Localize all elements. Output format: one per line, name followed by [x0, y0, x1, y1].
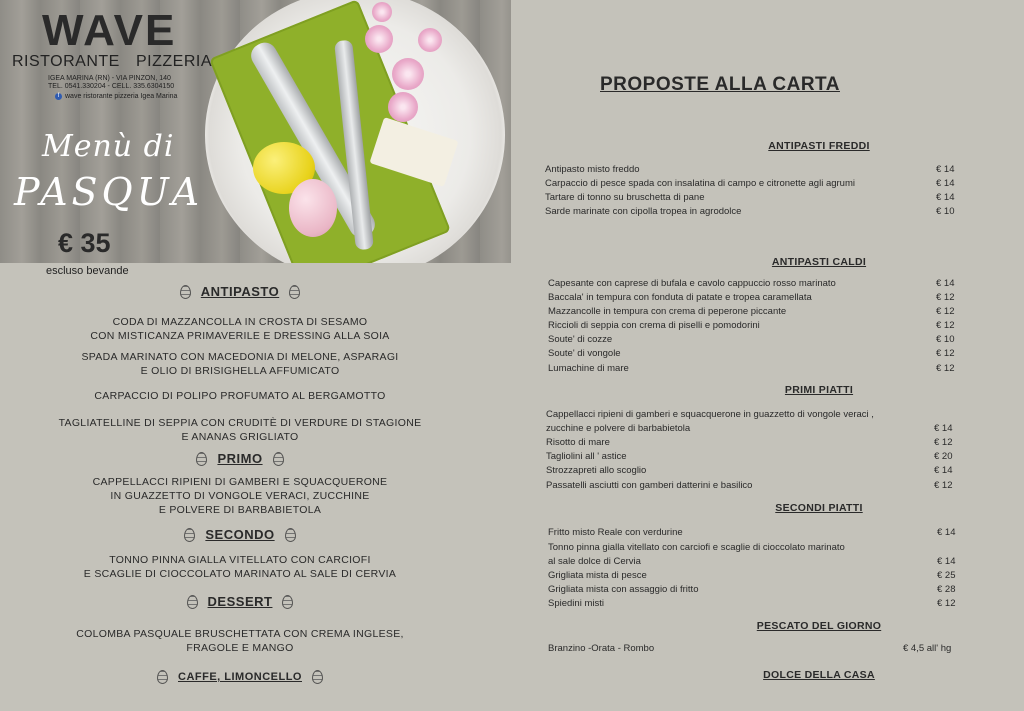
dish-line: E OLIO DI BRISIGHELLA AFFUMICATO — [140, 365, 340, 377]
dish-line: SPADA MARINATO CON MACEDONIA DI MELONE, ASPARAGI — [81, 351, 399, 363]
carte-item-price: € 14 — [937, 527, 956, 538]
easter-egg-icon — [285, 528, 296, 542]
phone-text: TEL. 0541.330204 - CELL. 335.6304150 — [48, 83, 175, 90]
carte-item-price: € 12 — [936, 363, 955, 374]
carte-item-name: Grigliata mista di pesce — [548, 570, 647, 581]
dish-item — [0, 350, 480, 378]
dish-line: TONNO PINNA GIALLA VITELLATO CON CARCIOFI — [109, 554, 371, 566]
course-heading-dessert — [0, 594, 480, 609]
carte-item-name: Grigliata mista con assaggio di fritto — [548, 584, 699, 595]
carte-title: PROPOSTE ALLA CARTA — [600, 74, 840, 95]
brand-subtitle-left: RISTORANTE — [12, 53, 120, 70]
carte-item-name: Soute' di cozze — [548, 334, 613, 345]
easter-egg-icon — [282, 595, 293, 609]
carte-item-price: € 14 — [936, 278, 955, 289]
carte-item-price: € 14 — [936, 178, 955, 189]
easter-egg-icon — [184, 528, 195, 542]
carte-section-title: ANTIPASTI FREDDI — [768, 140, 870, 152]
carte-item-price: € 4,5 all' hg — [903, 643, 952, 654]
carte-item-price: € 14 — [936, 164, 955, 175]
carte-item-name: Tonno pinna gialla vitellato con carciofi e scaglie di cioccolato marinato — [548, 542, 845, 553]
carte-section-title: ANTIPASTI CALDI — [771, 256, 867, 268]
address-text: IGEA MARINA (RN) - VIA PINZON, 140 — [48, 75, 171, 82]
easter-egg-icon — [196, 452, 207, 466]
carte-item-name: Capesante con caprese di bufala e cavolo cappuccio rosso marinato — [548, 278, 836, 289]
carte-item-name: zucchine e polvere di barbabietola — [546, 423, 691, 434]
price-note: escluso bevande — [46, 265, 129, 277]
brand-subtitle — [12, 53, 212, 71]
dish-line: FRAGOLE E MANGO — [186, 642, 294, 654]
menu-script-line1: Menù di — [42, 129, 175, 164]
dish-item — [0, 389, 480, 403]
carte-item-price: € 14 — [934, 465, 953, 476]
facebook-icon: f — [55, 93, 62, 100]
menu-price: € 35 — [58, 228, 111, 258]
blossom-icon — [388, 92, 418, 122]
carte-item-name: Tartare di tonno su bruschetta di pane — [545, 192, 705, 203]
easter-egg-icon — [187, 595, 198, 609]
menu-script-line2: PASQUA — [14, 170, 204, 214]
course-title: DESSERT — [207, 594, 273, 609]
course-heading-antipasto — [0, 284, 480, 299]
dish-line: TAGLIATELLINE DI SEPPIA CON CRUDITÈ DI VERDURE DI STAGIONE — [58, 417, 422, 429]
carte-item-price: € 14 — [937, 556, 956, 567]
course-title: PRIMO — [217, 451, 263, 466]
dish-line: E ANANAS GRIGLIATO — [181, 431, 299, 443]
course-heading-primo — [0, 451, 480, 466]
easter-egg-icon — [312, 670, 323, 684]
course-heading-secondo — [0, 527, 480, 542]
carte-item-price: € 12 — [937, 598, 956, 609]
carte-item-price: € 10 — [936, 206, 955, 217]
blossom-icon — [392, 58, 424, 90]
course-title: CAFFE, LIMONCELLO — [178, 671, 302, 683]
carte-item-name: Branzino -Orata - Rombo — [548, 643, 655, 654]
carte-item-name: Soute' di vongole — [548, 348, 621, 359]
carte-item-price: € 12 — [936, 348, 955, 359]
dish-line: IN GUAZZETTO DI VONGOLE VERACI, ZUCCHINE — [110, 490, 370, 502]
dish-item — [0, 553, 480, 581]
carte-item-price: € 12 — [936, 320, 955, 331]
carte-item-price: € 14 — [934, 423, 953, 434]
course-title: SECONDO — [205, 527, 275, 542]
facebook-line — [55, 93, 177, 100]
carte-item-name: Antipasto misto freddo — [545, 164, 640, 175]
dish-line: CON MISTICANZA PRIMAVERILE E DRESSING ALLA SOIA — [90, 330, 390, 342]
carte-section-title: PESCATO DEL GIORNO — [756, 620, 882, 632]
carte-item-name: Risotto di mare — [546, 437, 610, 448]
carte-item-price: € 12 — [936, 292, 955, 303]
dish-line: E POLVERE DI BARBABIETOLA — [158, 504, 322, 516]
carte-item-price: € 25 — [937, 570, 956, 581]
carte-item-name: Lumachine di mare — [548, 363, 629, 374]
dish-line: CARPACCIO DI POLIPO PROFUMATO AL BERGAMOTTO — [94, 390, 386, 402]
dish-line: E SCAGLIE DI CIOCCOLATO MARINATO AL SALE DI CERVIA — [83, 568, 397, 580]
brand-logo: WAVE — [42, 6, 177, 55]
easter-egg-icon — [180, 285, 191, 299]
carte-item-name: Fritto misto Reale con verdurine — [548, 527, 683, 538]
carte-item-name: Sarde marinate con cipolla tropea in agrodolce — [545, 206, 742, 217]
carte-item-name: Strozzapreti allo scoglio — [546, 465, 647, 476]
blossom-icon — [372, 2, 392, 22]
dish-line: CAPPELLACCI RIPIENI DI GAMBERI E SQUACQUERONE — [92, 476, 388, 488]
carte-item-name: Passatelli asciutti con gamberi datterini e basilico — [546, 480, 753, 491]
carte-item-price: € 12 — [934, 480, 953, 491]
carte-item-price: € 20 — [934, 451, 953, 462]
carte-item-name: Cappellacci ripieni di gamberi e squacquerone in guazzetto di vongole veraci , — [546, 409, 874, 420]
blossom-icon — [365, 25, 393, 53]
easter-egg-icon — [273, 452, 284, 466]
carte-item-price: € 12 — [934, 437, 953, 448]
dish-line: COLOMBA PASQUALE BRUSCHETTATA CON CREMA INGLESE, — [76, 628, 404, 640]
carte-item-price: € 14 — [936, 192, 955, 203]
easter-egg-icon — [289, 285, 300, 299]
carte-item-name: Tagliolini all ' astice — [546, 451, 627, 462]
dish-item — [0, 627, 480, 655]
dish-item — [0, 315, 480, 343]
carte-item-price: € 12 — [936, 306, 955, 317]
easter-egg-icon — [157, 670, 168, 684]
carte-section-title: SECONDI PIATTI — [775, 502, 863, 514]
carte-section-title: PRIMI PIATTI — [784, 384, 854, 396]
carte-item-name: Spiedini misti — [548, 598, 604, 609]
carte-item-name: Carpaccio di pesce spada con insalatina di campo e citronette agli agrumi — [545, 178, 855, 189]
blossom-icon — [418, 28, 442, 52]
course-heading-caffe — [0, 670, 480, 684]
facebook-text: wave ristorante pizzeria Igea Marina — [65, 93, 178, 100]
carte-item-name: Baccala' in tempura con fonduta di patate e tropea caramellata — [548, 292, 812, 303]
hero-image — [0, 0, 511, 263]
pink-egg-illustration — [289, 179, 337, 237]
carte-section-title: DOLCE DELLA CASA — [763, 669, 875, 681]
dish-item — [0, 475, 480, 517]
dish-item — [0, 416, 480, 444]
carte-item-name: Mazzancolle in tempura con crema di peperone piccante — [548, 306, 787, 317]
course-title: ANTIPASTO — [200, 284, 280, 299]
brand-subtitle-right: PIZZERIA — [135, 53, 212, 70]
carte-item-price: € 28 — [937, 584, 956, 595]
carte-item-price: € 10 — [936, 334, 955, 345]
carte-item-name: al sale dolce di Cervia — [548, 556, 641, 567]
dish-line: CODA DI MAZZANCOLLA IN CROSTA DI SESAMO — [112, 316, 368, 328]
carte-item-name: Riccioli di seppia con crema di piselli e pomodorini — [548, 320, 760, 331]
